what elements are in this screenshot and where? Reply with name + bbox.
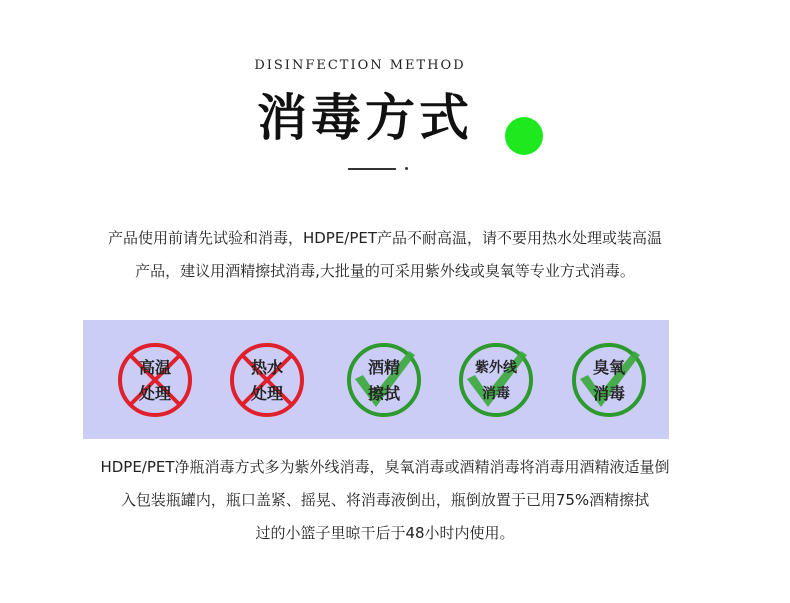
- method-hot-water: [228, 341, 306, 419]
- method-alcohol: [345, 341, 423, 419]
- method-label-line-1: 紫外线: [475, 360, 517, 376]
- intro-line-1: 产品使用前请先试验和消毒，HDPE/PET产品不耐高温，请不要用热水处理或装高温: [107, 229, 663, 247]
- intro-paragraph: [0, 222, 770, 288]
- method-label-line-1: 高温: [138, 358, 171, 377]
- note-line-2: 入包装瓶罐内，瓶口盖紧、摇晃、将消毒液倒出，瓶倒放置于已用75%酒精擦拭: [120, 491, 650, 509]
- page-title: 消毒方式: [257, 88, 473, 147]
- accent-dot: [505, 117, 543, 155]
- page-subtitle: DISINFECTION METHOD: [254, 58, 466, 73]
- note-line-1: HDPE/PET净瓶消毒方式多为紫外线消毒，臭氧消毒或酒精消毒将消毒用酒精液适量倒: [100, 458, 670, 476]
- note-line-3: 过的小篮子里晾干后于48小时内使用。: [255, 524, 515, 542]
- method-ozone: [570, 341, 648, 419]
- method-label-line-2: 消毒: [592, 384, 625, 403]
- method-uv: [457, 341, 535, 419]
- method-label-line-1: 酒精: [367, 358, 400, 377]
- note-paragraph: [0, 451, 770, 550]
- method-label-line-2: 处理: [250, 384, 283, 403]
- method-label-line-1: 热水: [250, 358, 283, 377]
- method-label-line-2: 消毒: [482, 386, 510, 402]
- method-label-line-2: 擦拭: [367, 384, 400, 403]
- method-high-temp: [116, 341, 194, 419]
- method-label-line-2: 处理: [138, 384, 171, 403]
- intro-line-2: 产品，建议用酒精擦拭消毒,大批量的可采用紫外线或臭氧等专业方式消毒。: [135, 262, 635, 280]
- title-divider: [348, 168, 396, 170]
- method-label-line-1: 臭氧: [592, 358, 625, 377]
- title-divider-dot: [405, 167, 408, 170]
